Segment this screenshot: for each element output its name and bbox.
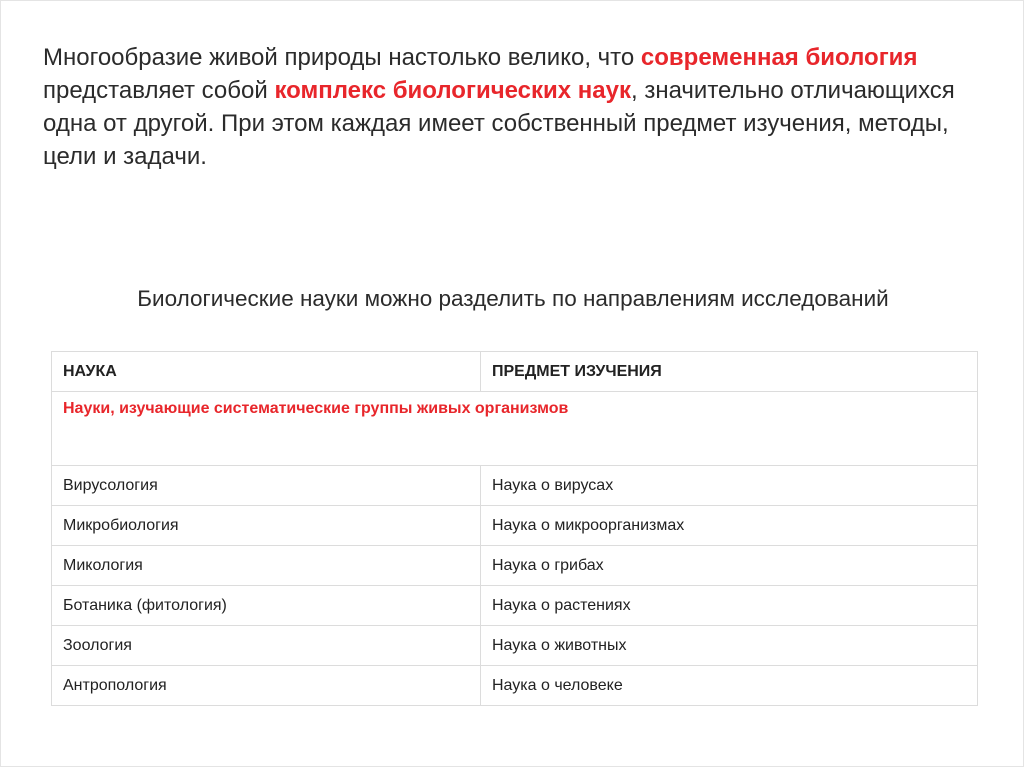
science-name: Вирусология	[52, 466, 481, 506]
table-group-row	[52, 392, 978, 466]
science-subject: Наука о растениях	[481, 586, 978, 626]
table-row	[52, 586, 978, 626]
science-subject: Наука о микроорганизмах	[481, 506, 978, 546]
science-name: Антропология	[52, 666, 481, 706]
table-row	[52, 466, 978, 506]
intro-text-1: Многообразие живой природы настолько велико, что	[43, 44, 641, 71]
science-subject: Наука о человеке	[481, 666, 978, 706]
table-row	[52, 506, 978, 546]
intro-text-2: представляет собой	[43, 77, 275, 104]
table-row	[52, 666, 978, 706]
group-title: Науки, изучающие систематические группы живых организмов	[52, 392, 978, 466]
science-subject: Наука о вирусах	[481, 466, 978, 506]
intro-paragraph	[43, 41, 993, 173]
header-subject: ПРЕДМЕТ ИЗУЧЕНИЯ	[481, 352, 978, 392]
science-subject: Наука о грибах	[481, 546, 978, 586]
science-name: Микробиология	[52, 506, 481, 546]
intro-highlight-complex-sciences: комплекс биологических наук	[274, 77, 631, 104]
table-row	[52, 626, 978, 666]
intro-text-3: , значительно отличающихся одна от другой. При этом каждая имеет собственный предмет изучения, методы, цели и задачи.	[43, 77, 955, 170]
intro-highlight-modern-biology: современная биология	[640, 44, 918, 71]
table-row	[52, 546, 978, 586]
science-name: Ботаника (фитология)	[52, 586, 481, 626]
science-name: Зоология	[52, 626, 481, 666]
table-header-row	[52, 352, 978, 392]
science-subject: Наука о животных	[481, 626, 978, 666]
header-science: НАУКА	[52, 352, 481, 392]
table-subtitle: Биологические науки можно разделить по направлениям исследований	[137, 286, 889, 311]
sciences-table	[51, 351, 978, 706]
science-name: Микология	[52, 546, 481, 586]
